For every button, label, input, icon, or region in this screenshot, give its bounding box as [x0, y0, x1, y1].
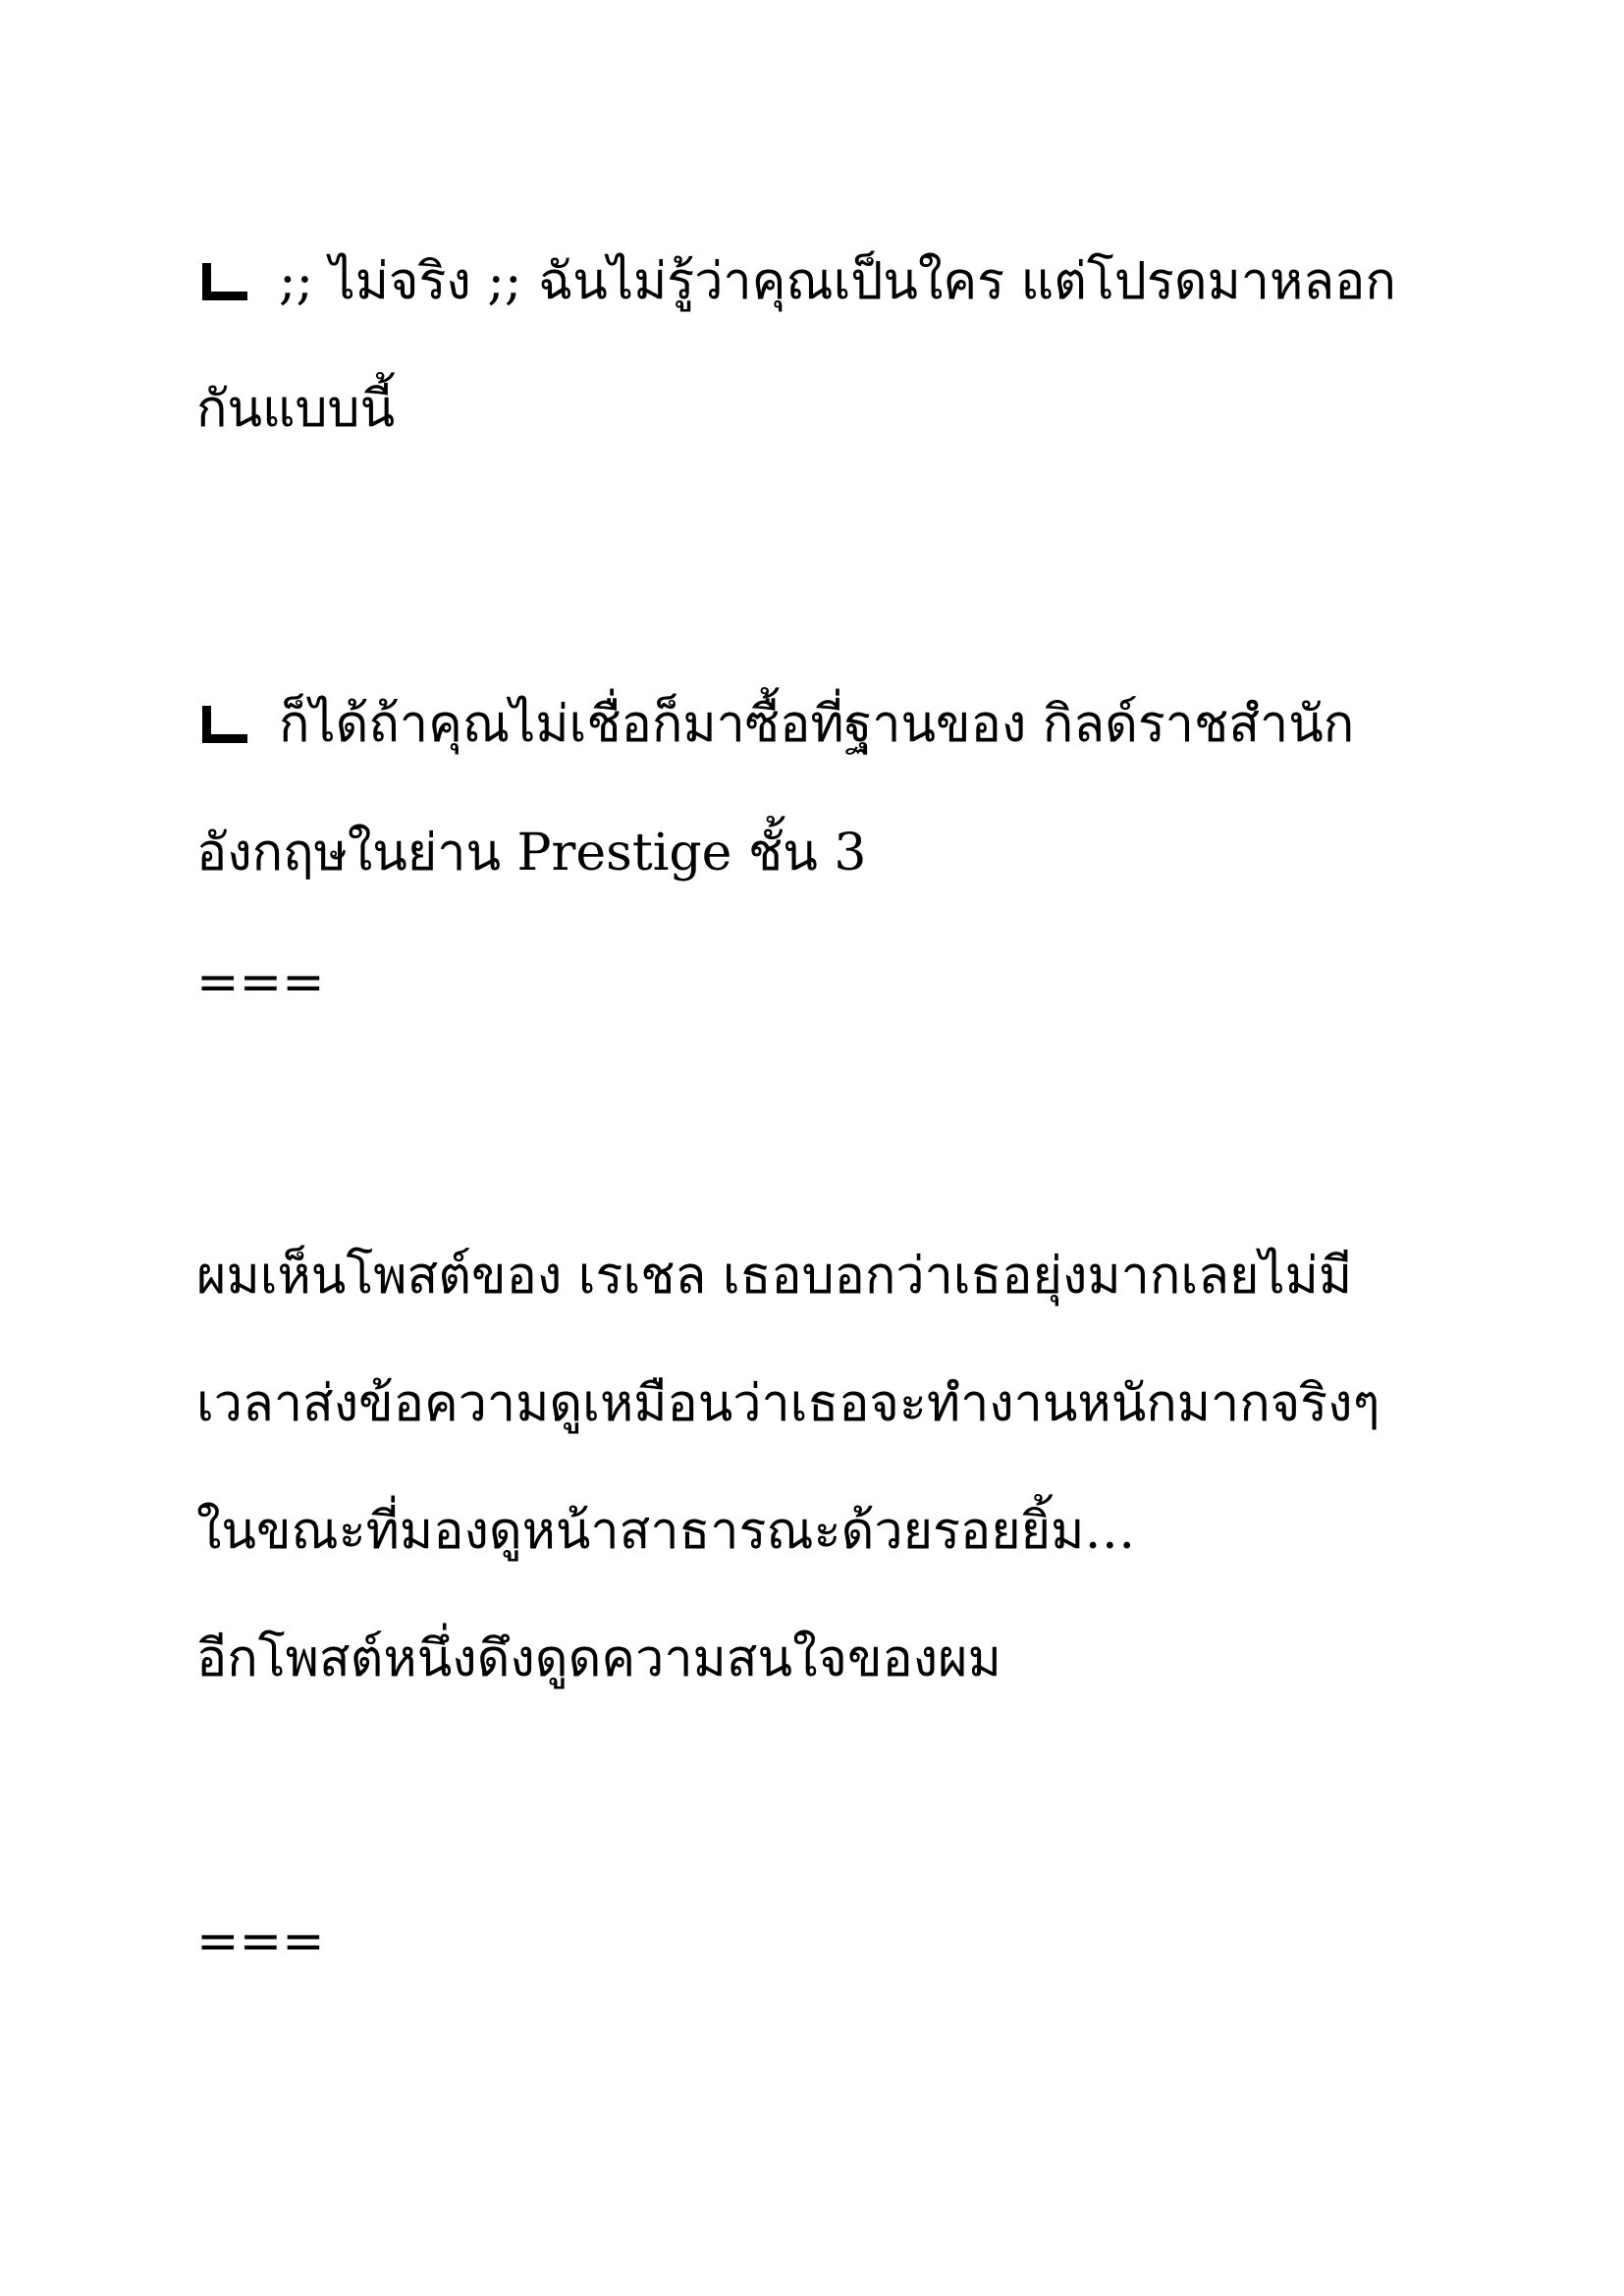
- narration-line-3: ในขณะที่มองดูหน้าสาธารณะด้วยรอยยิ้ม…: [196, 1502, 1136, 1561]
- narration-line-2: เวลาส่งข้อความดูเหมือนว่าเธอจะทำงานหนักมากจริงๆ: [196, 1374, 1380, 1433]
- corner-bracket-icon: [196, 263, 253, 300]
- dialogue-2-line-2: อังกฤษในย่าน Prestige ชั้น 3: [196, 824, 867, 882]
- dialogue-1-line-2: กันแบบนี้: [196, 380, 396, 439]
- dialogue-2-text-1: ก็ได้ถ้าคุณไม่เชื่อก็มาซื้อที่ฐานของ กิลด์ราชสำนัก: [279, 695, 1355, 754]
- separator-2: ===: [196, 1912, 325, 1971]
- separator-1: ===: [196, 953, 325, 1012]
- corner-bracket-icon: [196, 706, 253, 743]
- narration-line-4: อีกโพสต์หนึ่งดึงดูดความสนใจของผม: [196, 1629, 1001, 1688]
- dialogue-1-line-1: [196, 247, 1473, 316]
- dialogue-1-text-1: ;; ไม่จริง ;; ฉันไม่รู้ว่าคุณเป็นใคร แต่โปรดมาหลอก: [279, 252, 1396, 311]
- dialogue-2-line-1: [196, 690, 1473, 759]
- narration-line-1: ผมเห็นโพสต์ของ เรเชล เธอบอกว่าเธอยุ่งมากเลยไม่มี: [196, 1247, 1353, 1306]
